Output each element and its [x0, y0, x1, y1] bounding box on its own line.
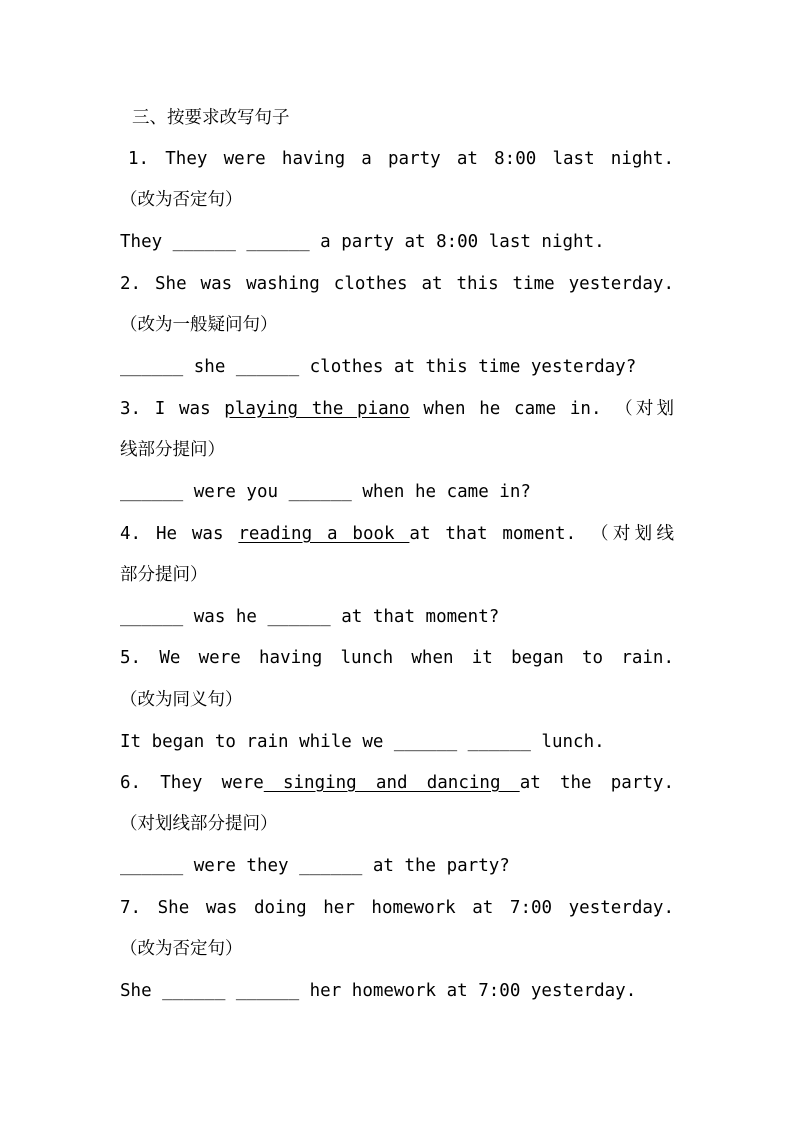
question-3-text-before: 3. I was	[120, 399, 225, 419]
question-7-instruction: （改为否定句）	[120, 939, 243, 959]
question-4-sentence	[120, 522, 674, 546]
question-2-instruction: （改为一般疑问句）	[120, 315, 278, 335]
question-1-answer: They ______ ______ a party at 8:00 last night.	[120, 232, 605, 252]
question-5-instruction: （改为同义句）	[120, 690, 243, 710]
question-5-sentence: 5. We were having lunch when it began to rain.	[120, 648, 674, 668]
question-6-text-after: at the party.	[519, 773, 674, 793]
question-3-instruction: 线部分提问）	[120, 440, 225, 460]
question-7-answer: She ______ ______ her homework at 7:00 yesterday.	[120, 981, 637, 1001]
question-6-text-before: 6. They were	[120, 773, 264, 793]
question-7-sentence: 7. She was doing her homework at 7:00 yesterday.	[120, 898, 674, 918]
question-1-instruction: （改为否定句）	[120, 190, 243, 210]
question-6-instruction: （对划线部分提问）	[120, 814, 278, 834]
question-1-sentence: 1. They were having a party at 8:00 last night.	[128, 149, 674, 169]
question-4-text-before: 4. He was	[120, 524, 239, 544]
question-3-answer: ______ were you ______ when he came in?	[120, 482, 531, 502]
question-6-sentence	[120, 771, 674, 795]
question-2-answer: ______ she ______ clothes at this time yesterday?	[120, 357, 637, 377]
question-3-underlined-phrase: playing the piano	[224, 399, 410, 419]
question-6-answer: ______ were they ______ at the party?	[120, 856, 510, 876]
section-title: 三、按要求改写句子	[132, 108, 290, 128]
question-5-answer: It began to rain while we ______ ______ lunch.	[120, 732, 605, 752]
question-4-instruction: 部分提问）	[120, 565, 208, 585]
question-3-sentence	[120, 397, 674, 421]
question-6-underlined-phrase: singing and dancing	[263, 773, 520, 793]
question-4-text-after: at that moment. （对划线	[409, 524, 675, 544]
question-4-answer: ______ was he ______ at that moment?	[120, 607, 500, 627]
question-4-underlined-phrase: reading a book	[238, 524, 410, 544]
question-2-sentence: 2. She was washing clothes at this time yesterday.	[120, 274, 674, 294]
question-3-text-after: when he came in. （对划	[409, 399, 674, 419]
